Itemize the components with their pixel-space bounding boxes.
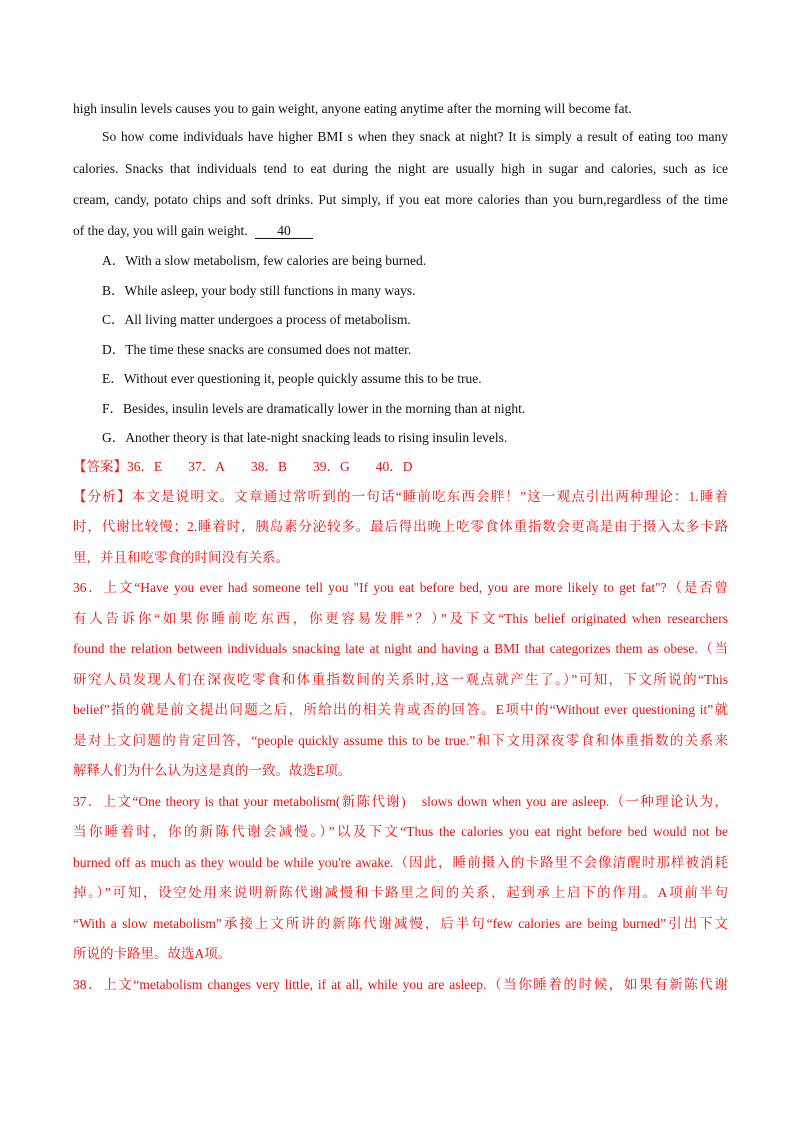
- option-letter: C．: [102, 312, 125, 327]
- option-letter: A．: [102, 253, 126, 268]
- option-text: Besides, insulin levels are dramatically lower in the morning than at night.: [123, 401, 526, 416]
- answer-item: 36．E: [127, 459, 163, 474]
- analysis-line: 当你睡着时，你的新陈代谢会减慢。）”以及下文“Thus the calories you eat right before bed would not be: [73, 824, 728, 839]
- option-text: Another theory is that late-night snacking leads to rising insulin levels.: [125, 430, 508, 445]
- answer-item: 38．B: [251, 459, 288, 474]
- answer-item: 40．D: [375, 459, 413, 474]
- option-f: [102, 399, 757, 419]
- answer-label: 【答案】: [73, 459, 127, 474]
- option-letter: B．: [102, 283, 125, 298]
- passage-line: high insulin levels causes you to gain weight, anyone eating anytime after the morning will become fat.: [73, 101, 632, 116]
- option-letter: E．: [102, 371, 124, 386]
- passage-line: So how come individuals have higher BMI s when they snack at night? It is simply a result of eating too many: [102, 129, 728, 144]
- option-text: All living matter undergoes a process of metabolism.: [124, 312, 411, 327]
- option-letter: G．: [102, 430, 126, 445]
- passage-text: of the day, you will gain weight.: [73, 223, 248, 238]
- analysis-line: 里，并且和吃零食的时间没有关系。: [73, 550, 289, 565]
- option-g: [102, 428, 757, 448]
- option-a: [102, 251, 757, 271]
- analysis-line: “With a slow metabolism”承接上文所讲的新陈代谢减慢，后半句“few calories are being burned”引出下文: [73, 916, 728, 931]
- analysis-line: 37．上文“One theory is that your metabolism(新陈代谢) slows down when you are asleep.（一种理论认为，: [73, 794, 728, 809]
- option-text: With a slow metabolism, few calories are being burned.: [125, 253, 427, 268]
- analysis-line: 所说的卡路里。故选A项。: [73, 946, 232, 961]
- analysis-line: burned off as much as they would be while you're awake.（因此，睡前摄入的卡路里不会像清醒时那样被消耗: [73, 855, 728, 870]
- analysis-line: 38．上文“metabolism changes very little, if at all, while you are asleep.（当你睡着的时候，如果有新陈代谢: [73, 977, 728, 992]
- analysis-line: found the relation between individuals snacking late at night and having a BMI that categorizes them as obese.（当: [73, 641, 728, 656]
- option-letter: D．: [102, 342, 126, 357]
- analysis-line: 有人告诉你“如果你睡前吃东西，你更容易发胖”？）”及下文“This belief originated when researchers: [73, 611, 728, 626]
- option-text: Without ever questioning it, people quickly assume this to be true.: [123, 371, 482, 386]
- analysis-line: 时，代谢比较慢；2.睡着时，胰岛素分泌较多。最后得出晚上吃零食体重指数会更高是由于摄入太多卡路: [73, 519, 728, 534]
- option-text: The time these snacks are consumed does not matter.: [125, 342, 412, 357]
- analysis-line: 36．上文“Have you ever had someone tell you "If you eat before bed, you are more likely to get fat"?（是否曾: [73, 580, 728, 595]
- option-b: [102, 281, 757, 301]
- option-text: While asleep, your body still functions in many ways.: [124, 283, 416, 298]
- option-letter: F．: [102, 401, 124, 416]
- analysis-line: 解释人们为什么认为这是真的一致。故选E项。: [73, 763, 352, 778]
- answer-item: 37．A: [188, 459, 225, 474]
- passage-line: [73, 221, 728, 241]
- option-e: [102, 369, 757, 389]
- option-c: [102, 310, 757, 330]
- analysis-line: belief”指的就是前文提出问题之后，所给出的相关肯或否的回答。E项中的“Without ever questioning it”就: [73, 702, 728, 717]
- answer-item: 39．G: [313, 459, 350, 474]
- passage-line: calories. Snacks that individuals tend to eat during the night are usually high in sugar and calories, such as ice: [73, 161, 728, 176]
- analysis-line: 研究人员发现人们在深夜吃零食和体重指数间的关系时,这一观点就产生了。）”可知，下文所说的“This: [73, 672, 728, 687]
- analysis-line: 是对上文问题的肯定回答，“people quickly assume this to be true.”和下文用深夜零食和体重指数的关系来: [73, 733, 728, 748]
- analysis-line: 掉。）”可知，设空处用来说明新陈代谢减慢和卡路里之间的关系，起到承上启下的作用。A项前半句: [73, 885, 728, 900]
- passage-line: cream, candy, potato chips and soft drinks. Put simply, if you eat more calories than you burn,regardless of the time: [73, 192, 728, 207]
- option-d: [102, 340, 757, 360]
- blank-40: 40: [255, 223, 313, 239]
- answer-line: [73, 457, 728, 477]
- analysis-line: 【分析】本文是说明文。文章通过常听到的一句话“睡前吃东西会胖！”这一观点引出两种理论：1.睡着: [73, 489, 728, 504]
